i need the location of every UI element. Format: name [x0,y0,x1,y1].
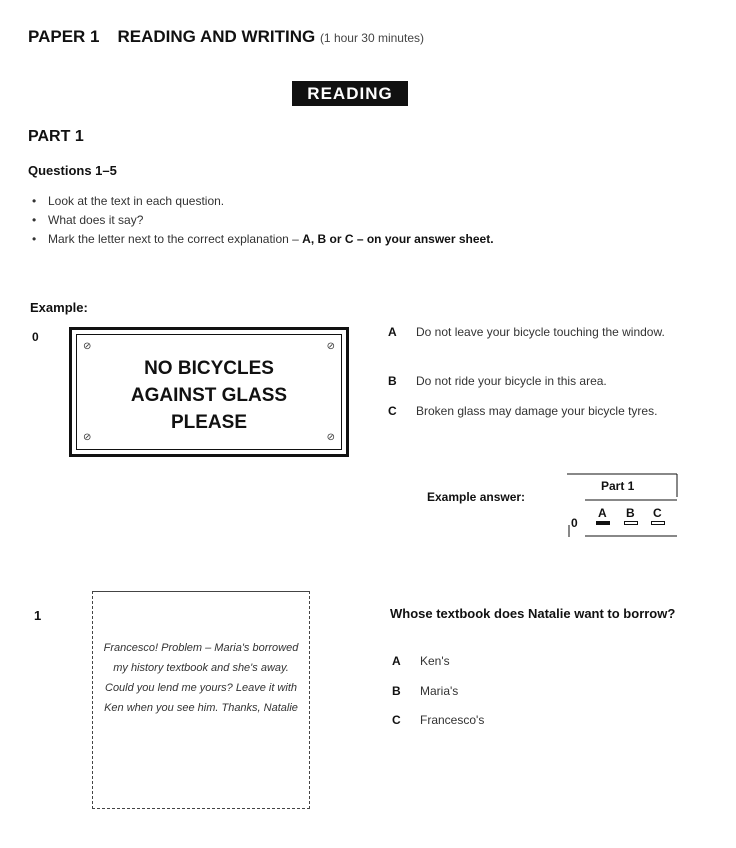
question-text: Whose textbook does Natalie want to borrow? [390,606,676,621]
answer-sheet-row: 0 [571,516,578,530]
paper-name: READING AND WRITING [117,27,316,46]
example-option-c [388,402,688,421]
option-text: Ken's [420,654,450,668]
option-letter: B [388,374,397,388]
paper-title [28,27,424,47]
notice-text [77,355,341,436]
option-letter: C [388,404,397,418]
example-number: 0 [32,330,39,344]
part-heading: PART 1 [28,128,84,145]
option-text: Maria's [420,684,459,698]
example-label: Example: [30,300,88,315]
option-letter: B [392,684,401,698]
instructions-list [30,192,530,249]
answer-letter-a: A [598,506,607,520]
instruction-item: • What does it say? [30,211,530,230]
option-text: Do not leave your bicycle touching the window. [416,325,665,339]
paper-duration: (1 hour 30 minutes) [319,31,424,45]
instruction-item: • Look at the text in each question. [30,192,530,211]
screw-icon: ⊘ [83,432,92,443]
notice-line: AGAINST GLASS [130,385,288,406]
question1-option-b [392,682,672,701]
screw-icon: ⊘ [83,341,92,352]
example-answer-label: Example answer: [427,490,526,504]
instruction-mark-text: Mark the letter next to the correct explanation – [48,232,299,246]
example-option-b [388,372,688,391]
note-text: Francesco! Problem – Maria's borrowed my history textbook and she's away. Could you lend me yours? Leave it with Ken when you see him. Thanks, Natalie [103,642,299,714]
option-text: Do not ride your bicycle in this area. [416,374,607,388]
answer-mark-c [651,521,665,525]
notice-inner-frame [76,334,342,450]
example-option-a [388,323,688,342]
option-letter: C [392,713,401,727]
paper-number: PAPER 1 [28,27,100,46]
option-text: Francesco's [420,713,485,727]
answer-sheet-part: Part 1 [601,479,635,493]
instruction-item [30,230,530,249]
instruction-mark-strong: A, B or C – on your answer sheet. [302,232,494,246]
question1-option-c [392,711,672,730]
answer-mark-b [624,521,638,525]
section-banner: READING [292,81,408,106]
handwritten-note [92,591,310,809]
option-text: Broken glass may damage your bicycle tyres. [416,404,658,418]
answer-sheet-snippet [567,473,679,539]
question1-option-a [392,652,672,671]
questions-range: Questions 1–5 [28,163,117,178]
screw-icon: ⊘ [326,432,335,443]
answer-mark-a [596,521,610,525]
notice-line: PLEASE [170,412,248,433]
answer-letter-b: B [626,506,635,520]
screw-icon: ⊘ [326,341,335,352]
option-letter: A [388,325,397,339]
question-number: 1 [34,608,42,623]
answer-letter-c: C [653,506,662,520]
notice-line: NO BICYCLES [144,358,274,379]
example-notice-sign [69,327,349,457]
option-letter: A [392,654,401,668]
